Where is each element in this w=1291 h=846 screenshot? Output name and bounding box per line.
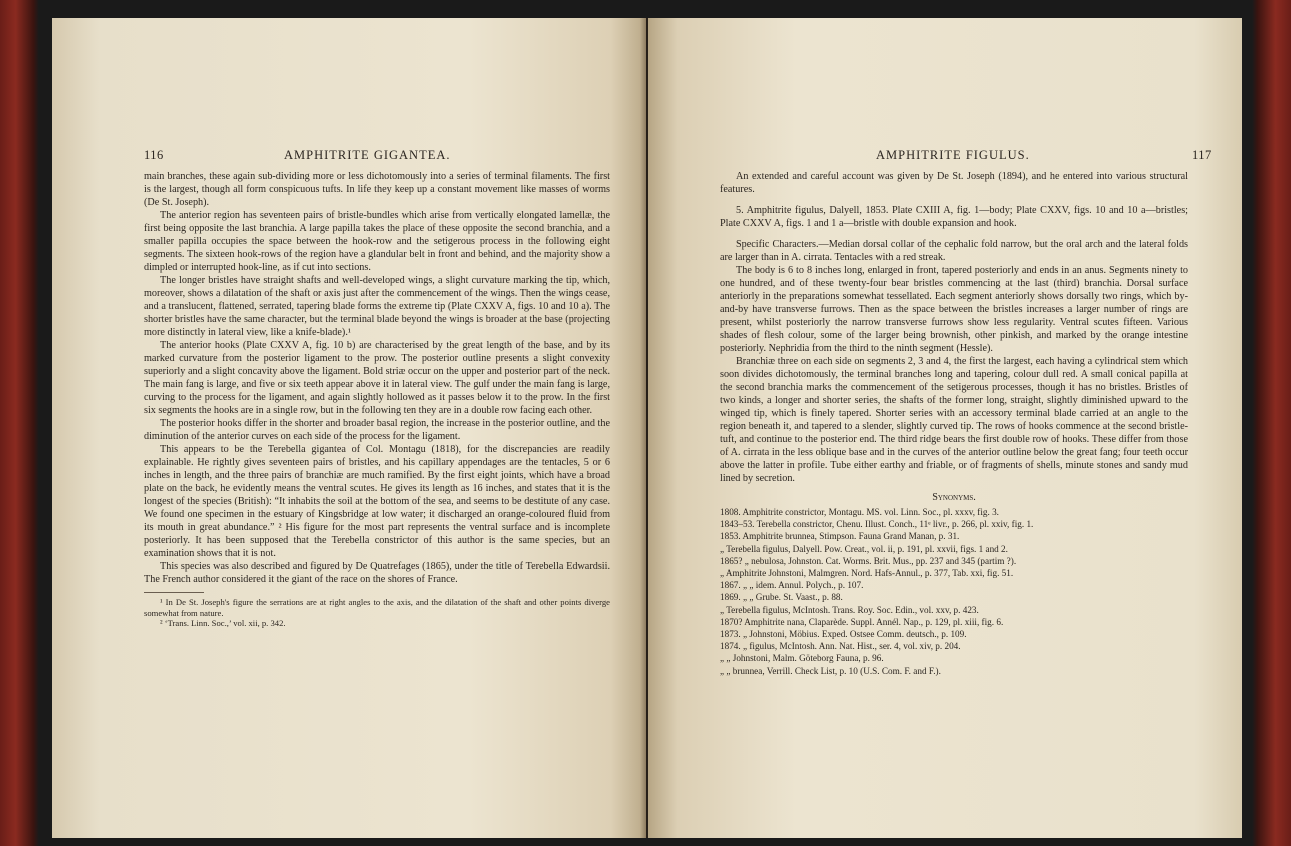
left-text-column xyxy=(144,170,610,629)
synonym-entry: „ „ brunnea, Verrill. Check List, p. 10 (U.S. Com. F. and F.). xyxy=(720,665,941,676)
right-text-column xyxy=(720,170,1188,677)
species-heading: 5. Amphitrite figulus, Dalyell, 1853. Plate CXIII A, fig. 1—body; Plate CXXV, figs. 10 and 10 a—bristles; Plate CXXV A, figs. 1 and 1 a—bristle with double expansion and hook. xyxy=(720,205,1188,229)
synonym-entry: „ Terebella figulus, McIntosh. Trans. Roy. Soc. Edin., vol. xxv, p. 423. xyxy=(720,604,979,615)
paragraph: The posterior hooks differ in the shorter and broader basal region, the increase in the posterior outline, and the diminution of the anterior curves on each side of the process for the ligament. xyxy=(144,418,610,442)
left-page xyxy=(52,18,646,838)
synonym-entry: „ Amphitrite Johnstoni, Malmgren. Nord. Hafs-Annul., p. 377, Tab. xxi, fig. 51. xyxy=(720,568,1014,579)
synonyms-heading: Synonyms. xyxy=(932,492,976,503)
synonym-entry: 1853. Amphitrite brunnea, Stimpson. Fauna Grand Manan, p. 31. xyxy=(720,531,960,542)
synonym-entry: 1808. Amphitrite constrictor, Montagu. MS. vol. Linn. Soc., pl. xxxv, fig. 3. xyxy=(720,507,999,517)
paragraph: The body is 6 to 8 inches long, enlarged in front, tapered posteriorly and ends in an anus. Segments ninety to one hundred, and of these twenty-four bear bristles commencing at the last (third) branchia. Dorsal surface anteriorly in the preparations somewhat tessellated. Each segment anteriorly shows dorsally two rings, which by-and-by have transverse furrows. Then as the space between the bristles increases a larger number of rings are present, whilst posteriorly the narrow transverse furrows show less regularity. Ventral scutes fifteen. Various shades of flesh colour, some of the larger being brownish, other pinkish, and marked by the orange intestine posteriorly. Nephridia from the third to the ninth segment (Hessle). xyxy=(720,265,1188,354)
synonym-entry: 1843–53. Terebella constrictor, Chenu. Illust. Conch., 11ᵉ livr., p. 266, pl. xxiv, fig. 1. xyxy=(720,519,1034,530)
synonym-entry: „ „ Johnstoni, Malm. Göteborg Fauna, p. 96. xyxy=(720,653,884,664)
footnote: ² ‘Trans. Linn. Soc.,’ vol. xii, p. 342. xyxy=(160,618,286,628)
synonym-entry: 1870? Amphitrite nana, Claparède. Suppl. Annél. Nap., p. 129, pl. xiii, fig. 6. xyxy=(720,616,1004,627)
specific-characters: Specific Characters.—Median dorsal collar of the cephalic fold narrow, but the oral arch and the lateral folds are larger than in A. cirrata. Tentacles with a red streak. xyxy=(720,239,1188,263)
right-page xyxy=(648,18,1242,838)
paragraph: An extended and careful account was given by De St. Joseph (1894), and he entered into various structural features. xyxy=(720,171,1188,195)
paragraph: Branchiæ three on each side on segments 2, 3 and 4, the first the largest, each having a cylindrical stem which soon divides dichotomously, the terminal branches long and tapering, colour dull red. A small conical papilla at the second branchia marks the commencement of the setigerous processes, though it has no bristles. Bristles of two kinds, a longer and shorter series, the shafts of the former long, straight, slightly diminished upward to the winged tip, which is finely tapered. Shorter series with an accessory terminal blade carried at an angle to the region beneath it, and tapered to a slender, slightly curved tip. The rows of hooks commence at the second bristle-tuft, and continue to the posterior end. The third ridge bears the first double row of hooks. These differ from those of A. cirrata in the less oblique base and in the curves of the anterior outline below the great fang; four teeth occur above the latter in profile. Tube either earthy and friable, or of fragments of shells, minute stones and sandy mud lined by secretion. xyxy=(720,356,1188,484)
synonyms-list xyxy=(720,506,1188,677)
running-head-right: AMPHITRITE FIGULUS. xyxy=(876,148,1030,162)
paragraph: The longer bristles have straight shafts and well-developed wings, a slight curvature marking the tip, which, moreover, shows a dilatation of the shaft or axis just after the commencement of the wings. Then the wings cease, and a translucent, flattened, serrated, tapering blade forms the extreme tip (Plate CXXV A, figs. 10 and 10 a). The shorter bristles have the same character, but the terminal blade beyond the wings is broader at the base (projecting more distinctly in lateral view, like a knife-blade).¹ xyxy=(144,275,610,338)
synonym-entry: 1873. „ Johnstoni, Möbius. Exped. Ostsee Comm. deutsch., p. 109. xyxy=(720,629,967,640)
synonym-entry: 1869. „ „ Grube. St. Vaast., p. 88. xyxy=(720,592,843,603)
synonym-entry: 1867. „ „ idem. Annul. Polych., p. 107. xyxy=(720,580,864,591)
synonym-entry: „ Terebella figulus, Dalyell. Pow. Creat., vol. ii, p. 191, pl. xxvii, figs. 1 and 2. xyxy=(720,543,1008,554)
paragraph: The anterior region has seventeen pairs of bristle-bundles which arise from vertically elongated lamellæ, the first being opposite the last branchia. A large papilla takes the place of these opposite the second branchia, and a smaller papilla occupies the space between the hook-row and the setigerous process in the following eight segments. The sixteen hook-rows of the region have a glandular belt in front and behind, and the majority show a dimpled or interrupted hook-line, as if cut into sections. xyxy=(144,210,610,273)
paragraph: This species was also described and figured by De Quatrefages (1865), under the title of Terebella Edwardsii. The French author considered it the giant of the race on the shores of France. xyxy=(144,561,610,585)
synonym-entry: 1874. „ figulus, McIntosh. Ann. Nat. Hist., ser. 4, vol. xiv, p. 204. xyxy=(720,641,961,652)
paragraph: The anterior hooks (Plate CXXV A, fig. 10 b) are characterised by the great length of the base, and by its marked curvature from the posterior ligament to the prow. The posterior outline presents a slight convexity superiorly and a slight concavity above the ligament. Bold striæ occur on the upper and posterior part of the neck. The main fang is large, and five or six teeth appear above it in lateral view. The gulf under the main fang is large, curving to the process for the ligament, and again slightly hollowed as it passes below it to the prow. In the first six segments the hooks are in a single row, but in the following ten they are in a double row facing each other. xyxy=(144,340,610,416)
running-head-left: AMPHITRITE GIGANTEA. xyxy=(284,148,451,162)
footnote-rule xyxy=(144,592,204,593)
page-number-left: 116 xyxy=(144,148,164,162)
paragraph: This appears to be the Terebella gigantea of Col. Montagu (1818), for the discrepancies are readily explainable. He rightly gives seventeen pairs of bristles, and his capillary appendages are the tentacles, 5 or 6 inches in length, and the three pairs of branchiæ are much ramified. By the first eight joints, which have a broad plate on the back, he evidently means the ventral scutes. He gives its length as 16 inches, and states that it is the longest of the species (British): “It inhabits the soil at the bottom of the sea, and seems to be destitute of any case. We found one specimen in the estuary of Kingsbridge at low water; it discharged an orange-coloured fluid from its mouth in great abundance.” ² His figure for the most part represents the ventral surface and is incomplete posteriorly. It has been supposed that the Terebella constrictor of this author is the same species, but an examination shows that it is not. xyxy=(144,444,610,559)
page-number-right: 117 xyxy=(1192,148,1212,162)
synonym-entry: 1865? „ nebulosa, Johnston. Cat. Worms. Brit. Mus., pp. 237 and 345 (partim ?). xyxy=(720,555,1017,566)
footnote: ¹ In De St. Joseph's figure the serrations are at right angles to the axis, and the dilatation of the shaft and other points diverge somewhat from nature. xyxy=(144,597,610,618)
paragraph: main branches, these again sub-dividing more or less dichotomously into a series of terminal filaments. The first is the largest, though all form conspicuous tufts. In life they keep up a constant movement like masses of worms (De St. Joseph). xyxy=(144,171,610,208)
